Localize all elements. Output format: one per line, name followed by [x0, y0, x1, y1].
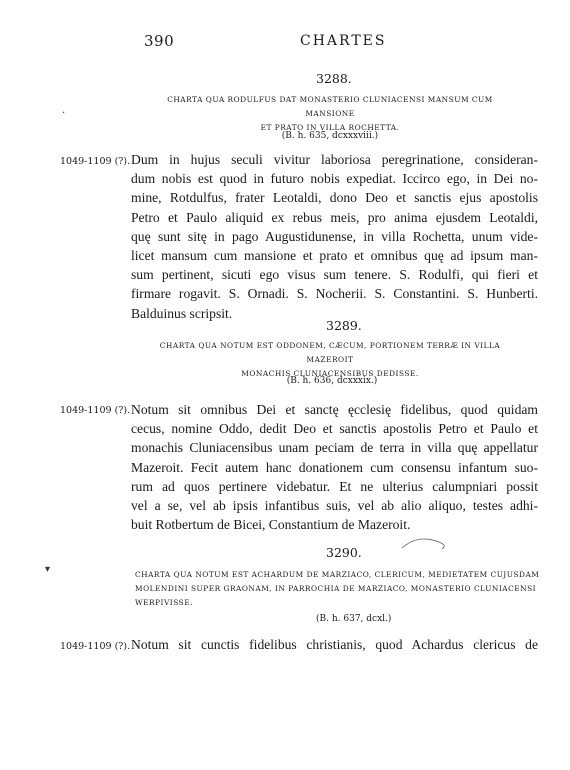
text-line: Notum sit omnibus Dei et sanctę ęcclesię fidelibus, quod quidam — [131, 402, 538, 417]
text-line: quę sunt sitę in pago Augustidunense, in villa Rochetta, unum vide- — [131, 228, 538, 244]
charter-heading-line: CHARTA QUA RODULFUS DAT MONASTERIO CLUNIACENSI MANSUM CUM MANSIONE — [167, 95, 493, 118]
charter-heading-line: MONACHIS CLUNIACENSIBUS DEDISSE. — [241, 369, 419, 378]
text-line: Mazeroit. Fecit autem hanc donationem cum consensu infantum suo- — [131, 459, 538, 475]
margin-mark: ▾ — [45, 564, 51, 575]
text-line: monachis Cluniacensibus unam peciam de terra in villa quę appellatur — [131, 440, 538, 456]
text-line: Dum in hujus seculi vivitur laboriosa peregrinatione, consideran- — [131, 152, 538, 167]
text-line: mine, Rotdulfus, frater Leotaldi, dono Deo et sanctis ejus apostolis — [131, 190, 538, 206]
text-line: dum nobis est quod in futuro nobis expediat. Iccirco ego, in Dei no- — [131, 171, 538, 187]
page-number: 390 — [144, 32, 175, 50]
text-line: buit Rotbertum de Bicei, Constantium de Mazeroit. — [131, 517, 411, 533]
charter-number: 3288. — [316, 71, 352, 86]
charter-heading-line: MOLENDINI SUPER GRAONAM, IN PARROCHIA DE MARZIACO, MONASTERIO CLUNIACENSI — [135, 584, 537, 593]
text-line: sum pertinent, sicuti ego visus sum tenere. S. Rodulfi, qui fieri et — [131, 267, 538, 283]
charter-number: 3290. — [326, 545, 362, 560]
charter-heading — [135, 568, 545, 610]
charter-reference: (B. h. 635, dcxxxviii.) — [281, 131, 379, 141]
charter-number: 3289. — [326, 318, 362, 333]
text-line: licet mansum cum mansione et prato et omnibus quę ad ipsum man- — [131, 248, 538, 264]
text-line: cecus, nomine Oddo, dedit Deo et sanctis apostolis Petro et Paulo et — [131, 421, 538, 437]
charter-heading-line: CHARTA QUA NOTUM EST ODDONEM, CÆCUM, PORTIONEM TERRÆ IN VILLA MAZEROIT — [159, 341, 501, 364]
charter-heading — [150, 93, 510, 135]
charter-reference: (B. h. 637, dcxl.) — [316, 614, 392, 624]
charter-heading-line: ET PRATO IN VILLA ROCHETTA. — [260, 123, 400, 132]
text-line: firmare rogavit. S. Ornadi. S. Nocherii. S. Constantini. S. Hunberti. — [131, 286, 538, 302]
charter-body — [131, 635, 538, 654]
text-line: Petro et Paulo aliquid ex rebus meis, pro anima ejusdem Leotaldi, — [131, 209, 538, 225]
text-line: rum ad quos pertinere videbatur. Et ne ulterius calumpniari possit — [131, 478, 538, 494]
running-title: CHARTES — [300, 33, 387, 49]
margin-mark: · — [62, 108, 66, 119]
charter-reference: (B. h. 636, dcxxxix.) — [286, 376, 378, 386]
text-line: vel a se, vel ab ipsis infantibus suis, vel ab alio aliquo, testes adhi- — [131, 498, 538, 514]
pen-mark — [400, 535, 446, 551]
charter-body — [131, 150, 538, 323]
charter-heading — [145, 339, 515, 381]
text-line: Balduinus scripsit. — [131, 305, 233, 321]
charter-date: 1049-1109 (?). — [60, 156, 131, 167]
charter-heading-line: CHARTA QUA NOTUM EST ACHARDUM DE MARZIACO, CLERICUM, MEDIETATEM CUJUSDAM — [135, 570, 540, 579]
text-line: Notum sit cunctis fidelibus christianis, quod Achardus clericus de — [131, 637, 538, 652]
charter-body — [131, 400, 538, 534]
charter-heading-line: WERPIVISSE. — [135, 598, 193, 607]
charter-date: 1049-1109 (?). — [60, 641, 131, 652]
charter-date: 1049-1109 (?). — [60, 405, 131, 416]
